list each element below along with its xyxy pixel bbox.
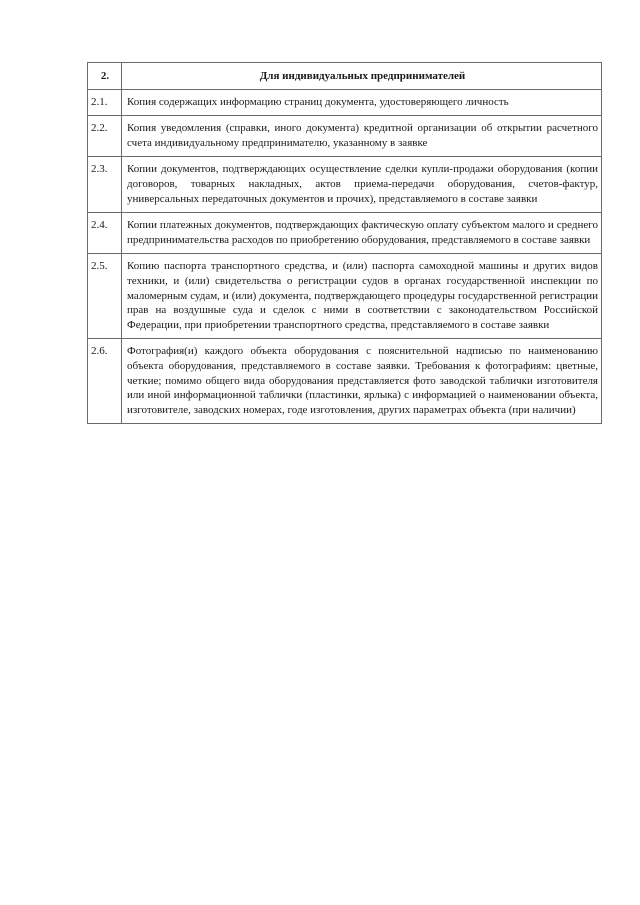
table-row bbox=[88, 157, 602, 213]
table-row bbox=[88, 116, 602, 157]
document-page bbox=[87, 62, 602, 424]
table-header-row bbox=[88, 63, 602, 90]
row-number: 2.2. bbox=[88, 116, 122, 157]
row-text: Фотография(и) каждого объекта оборудования с пояснительной надписью по наименованию объекта оборудования, представляемого в составе заявки. Требования к фотографиям: цветные, четкие; помимо общего вида оборудования представляется фото заводской таблички изготовителя или иной информационной таблички (пластинки, ярлыка) с информацией о наименовании объекта, изготовителе, заводских номерах, годе изготовления, других параметрах объекта (при наличии) bbox=[122, 339, 602, 424]
documents-table bbox=[87, 62, 602, 424]
row-number: 2.1. bbox=[88, 89, 122, 116]
row-text: Копии документов, подтверждающих осуществление сделки купли-продажи оборудования (копии договоров, товарных накладных, актов приема-передачи оборудования, счетов-фактур, универсальных передаточных документов и прочих), представляемого в составе заявки bbox=[122, 157, 602, 213]
row-text: Копии платежных документов, подтверждающих фактическую оплату субъектом малого и среднего предпринимательства расходов по приобретению оборудования, представляемого в составе заявки bbox=[122, 213, 602, 254]
table-row bbox=[88, 89, 602, 116]
row-number: 2.5. bbox=[88, 254, 122, 339]
table-row bbox=[88, 339, 602, 424]
row-number: 2.3. bbox=[88, 157, 122, 213]
row-number: 2.4. bbox=[88, 213, 122, 254]
table-row bbox=[88, 254, 602, 339]
section-number: 2. bbox=[88, 63, 122, 90]
row-text: Копия содержащих информацию страниц документа, удостоверяющего личность bbox=[122, 89, 602, 116]
row-number: 2.6. bbox=[88, 339, 122, 424]
section-title: Для индивидуальных предпринимателей bbox=[122, 63, 602, 90]
row-text: Копию паспорта транспортного средства, и (или) паспорта самоходной машины и других видов техники, и (или) свидетельства о регистрации судов в органах государственной инспекции по маломерным судам, и (или) документа, подтверждающего процедуры государственной регистрации прав на воздушные суда и сделок с ними в соответствии с законодательством Российской Федерации, при приобретении транспортного средства, представляемого в составе заявки bbox=[122, 254, 602, 339]
row-text: Копия уведомления (справки, иного документа) кредитной организации об открытии расчетного счета индивидуальному предпринимателю, указанному в заявке bbox=[122, 116, 602, 157]
table-row bbox=[88, 213, 602, 254]
